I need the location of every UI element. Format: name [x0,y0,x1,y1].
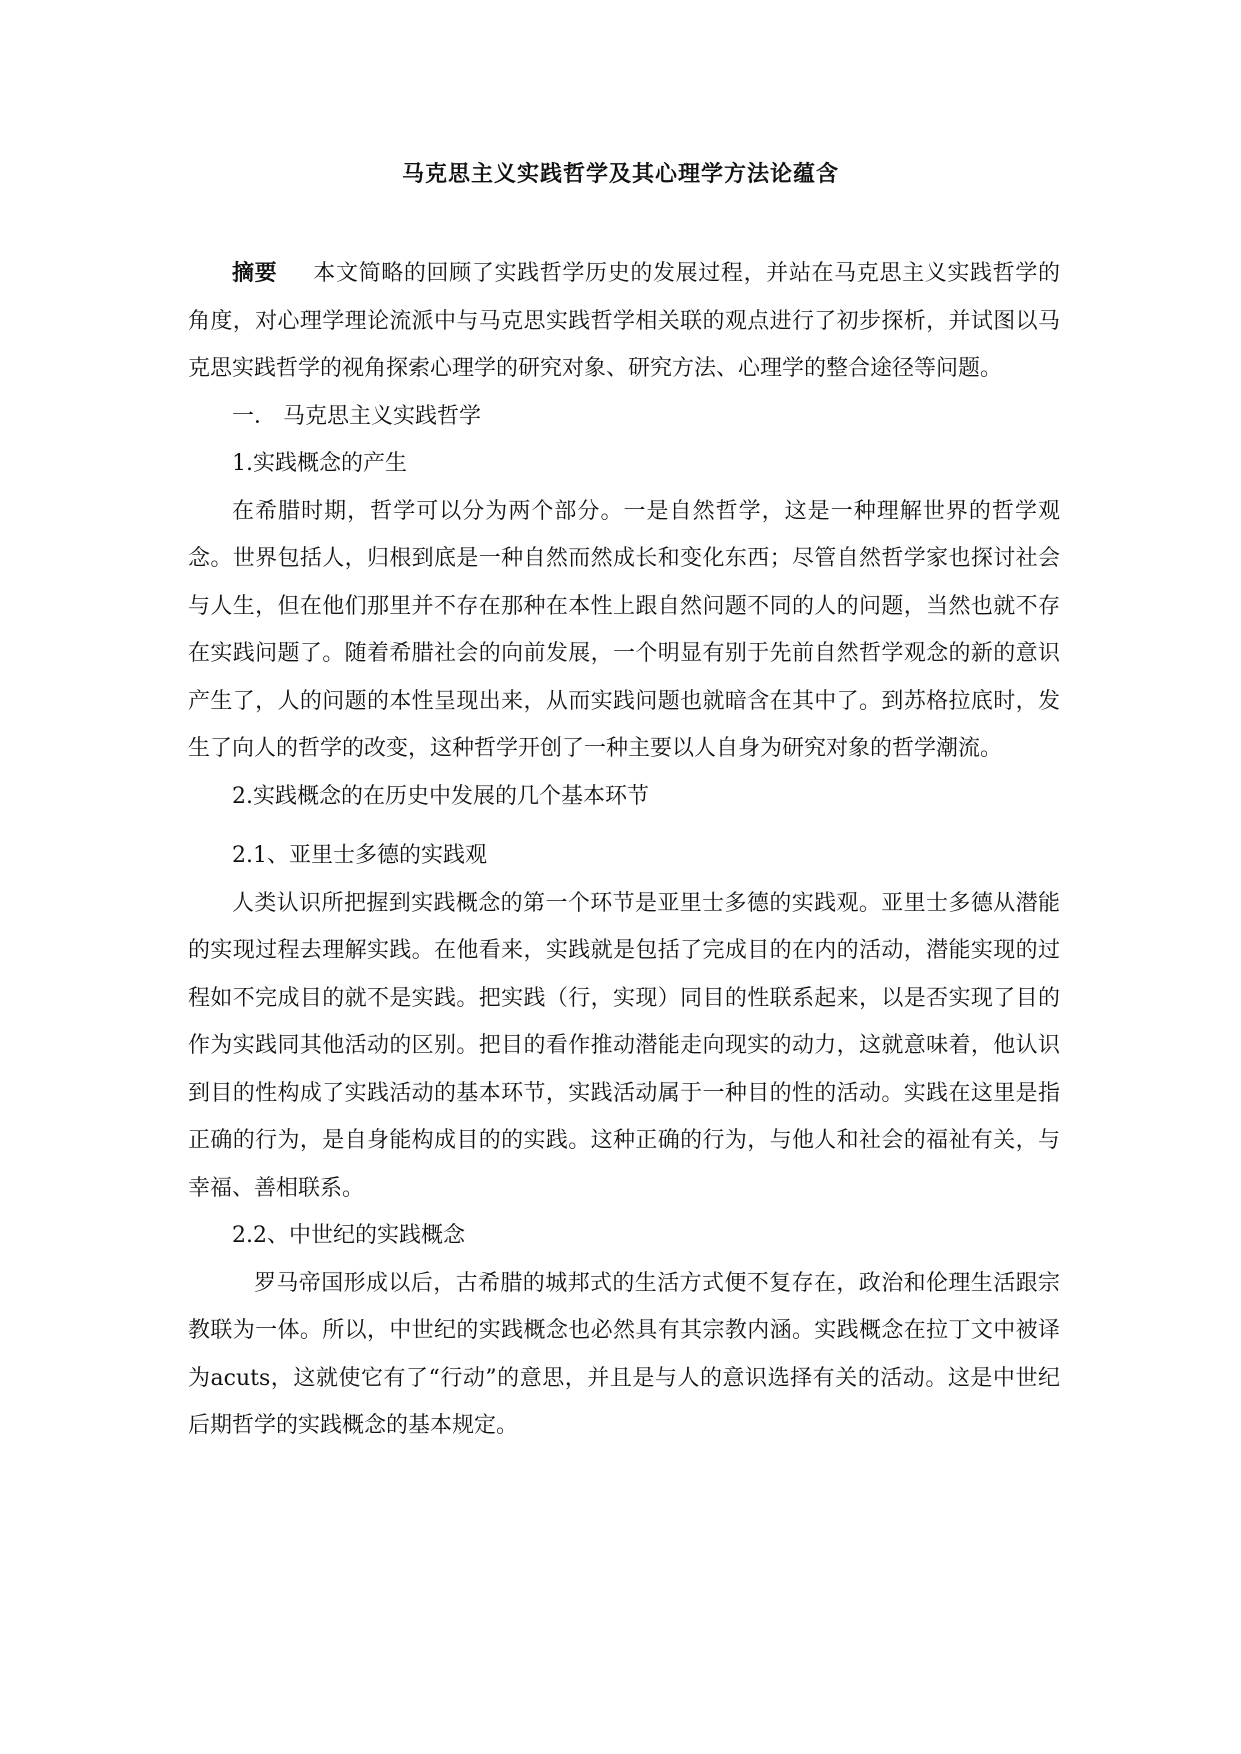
abstract-text: 本文简略的回顾了实践哲学历史的发展过程，并站在马克思主义实践哲学的角度，对心理学理论流派中与马克思实践哲学相关联的观点进行了初步探析，并试图以马克思实践哲学的视角探索心理学的研究对象、研究方法、心理学的整合途径等问题。 [188,261,1060,381]
document-title: 马克思主义实践哲学及其心理学方法论蕴含 [401,161,839,187]
section-2-2-heading: 2.2、中世纪的实践概念 [232,1223,465,1248]
section-1-1-paragraph: 在希腊时期，哲学可以分为两个部分。一是自然哲学，这是一种理解世界的哲学观念。世界包括人，归根到底是一种自然而然成长和变化东西；尽管自然哲学家也探讨社会与人生，但在他们那里并不存在那种在本性上跟自然问题不同的人的问题，当然也就不存在实践问题了。随着希腊社会的向前发展，一个明显有别于先前自然哲学观念的新的意识产生了，人的问题的本性呈现出来，从而实践问题也就暗含在其中了。到苏格拉底时，发生了向人的哲学的改变，这种哲学开创了一种主要以人自身为研究对象的哲学潮流。 [188,498,1060,761]
section-1-2-heading: 2.实践概念的在历史中发展的几个基本环节 [232,783,649,809]
abstract-label: 摘要 [232,260,278,286]
section-2-2-paragraph: 罗马帝国形成以后，古希腊的城邦式的生活方式便不复存在，政治和伦理生活跟宗教联为一体。所以，中世纪的实践概念也必然具有其宗教内涵。实践概念在拉丁文中被译为acuts，这就使它有了“行动”的意思，并且是与人的意识选择有关的活动。这是中世纪后期哲学的实践概念的基本规定。 [188,1270,1060,1438]
section-2-1-heading: 2.1、亚里士多德的实践观 [232,843,487,868]
section-2-1-paragraph: 人类认识所把握到实践概念的第一个环节是亚里士多德的实践观。亚里士多德从潜能的实现过程去理解实践。在他看来，实践就是包括了完成目的在内的活动，潜能实现的过程如不完成目的就不是实践。把实践（行，实现）同目的性联系起来，以是否实现了目的作为实践同其他活动的区别。把目的看作推动潜能走向现实的动力，这就意味着，他认识到目的性构成了实践活动的基本环节，实践活动属于一种目的性的活动。实践在这里是指正确的行为，是自身能构成目的的实践。这种正确的行为，与他人和社会的福祉有关，与幸福、善相联系。 [188,890,1060,1201]
section-1-heading: 一． 马克思主义实践哲学 [232,403,481,429]
document-body [188,250,1060,1450]
abstract-paragraph [188,250,1060,393]
section-1-1-heading: 1.实践概念的产生 [232,451,407,476]
